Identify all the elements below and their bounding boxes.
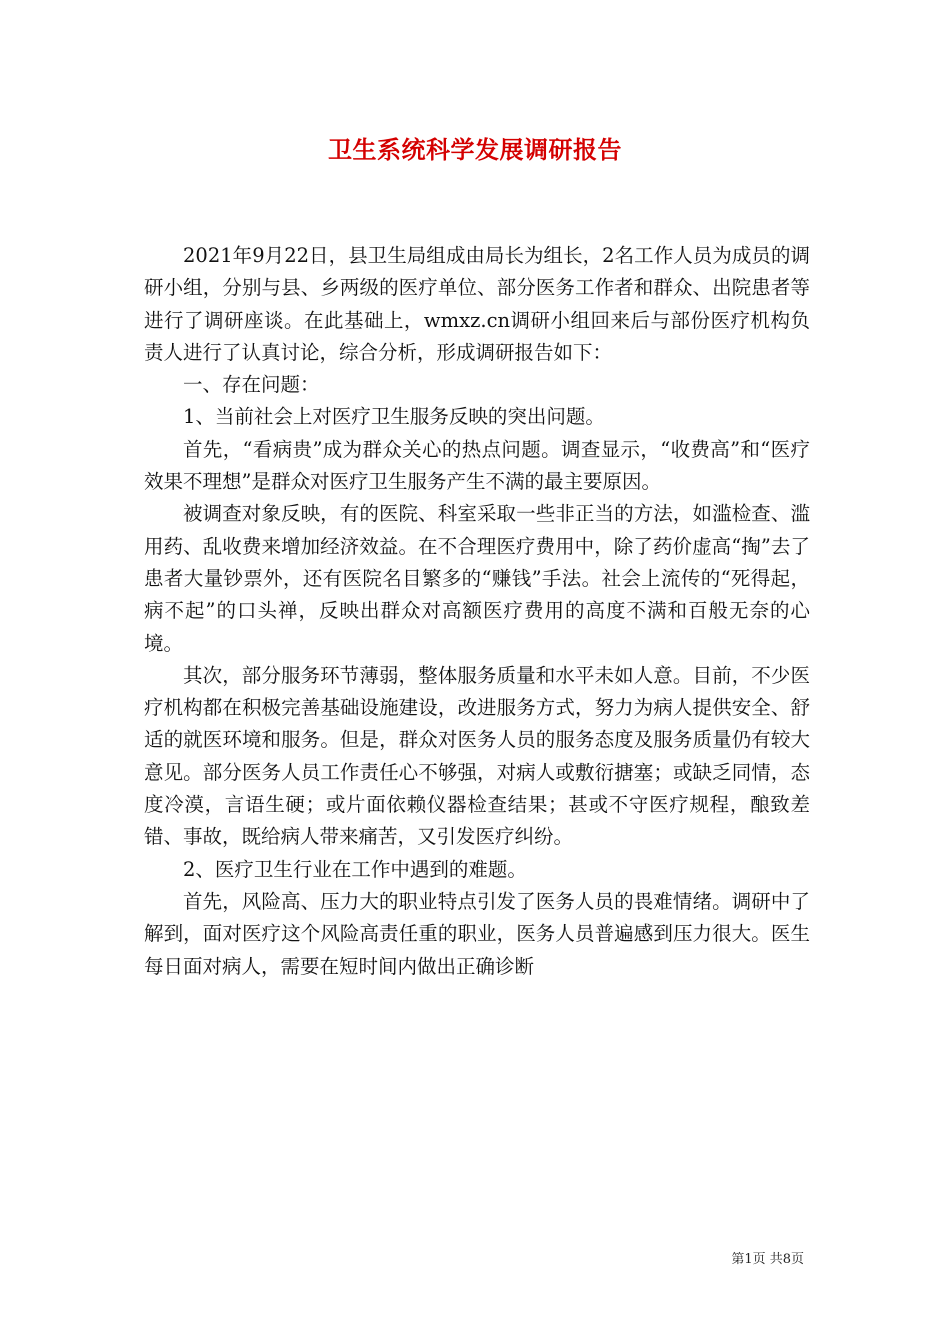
document-body xyxy=(144,240,810,983)
subsection-heading: 1、当前社会上对医疗卫生服务反映的突出问题。 xyxy=(183,405,605,429)
paragraph: 2021年9月22日，县卫生局组成由局长为组长，2名工作人员为成员的调研小组，分别与县、乡两级的医疗单位、部分医务工作者和群众、出院患者等进行了调研座谈。在此基础上，wmxz.cn调研小组回来后与部份医疗机构负责人进行了认真讨论，综合分析，形成调研报告如下： xyxy=(144,244,810,364)
paragraph: 其次，部分服务环节薄弱，整体服务质量和水平未如人意。目前，不少医疗机构都在积极完善基础设施建设，改进服务方式，努力为病人提供安全、舒适的就医环境和服务。但是，群众对医务人员的服务态度及服务质量仍有较大意见。部分医务人员工作责任心不够强，对病人或敷衍搪塞；或缺乏同情，态度冷漠，言语生硬；或片面依赖仪器检查结果；甚或不守医疗规程，酿致差错、事故，既给病人带来痛苦，又引发医疗纠纷。 xyxy=(144,663,810,849)
page-number: 第1页 共8页 xyxy=(731,1252,804,1267)
document-title: 卫生系统科学发展调研报告 xyxy=(328,135,622,164)
paragraph: 被调查对象反映，有的医院、科室采取一些非正当的方法，如滥检查、滥用药、乱收费来增加经济效益。在不合理医疗费用中，除了药价虚高“掏”去了患者大量钞票外，还有医院名目繁多的“赚钱”手法。社会上流传的“死得起，病不起”的口头禅，反映出群众对高额医疗费用的高度不满和百般无奈的心境。 xyxy=(144,502,810,655)
subsection-heading: 2、医疗卫生行业在工作中遇到的难题。 xyxy=(183,857,527,881)
paragraph: 首先，“看病贵”成为群众关心的热点问题。调查显示，“收费高”和“医疗效果不理想”是群众对医疗卫生服务产生不满的最主要原因。 xyxy=(144,437,810,494)
section-heading: 一、存在问题： xyxy=(183,373,320,397)
paragraph: 首先，风险高、压力大的职业特点引发了医务人员的畏难情绪。调研中了解到，面对医疗这个风险高责任重的职业，医务人员普遍感到压力很大。医生每日面对病人，需要在短时间内做出正确诊断 xyxy=(144,889,810,978)
